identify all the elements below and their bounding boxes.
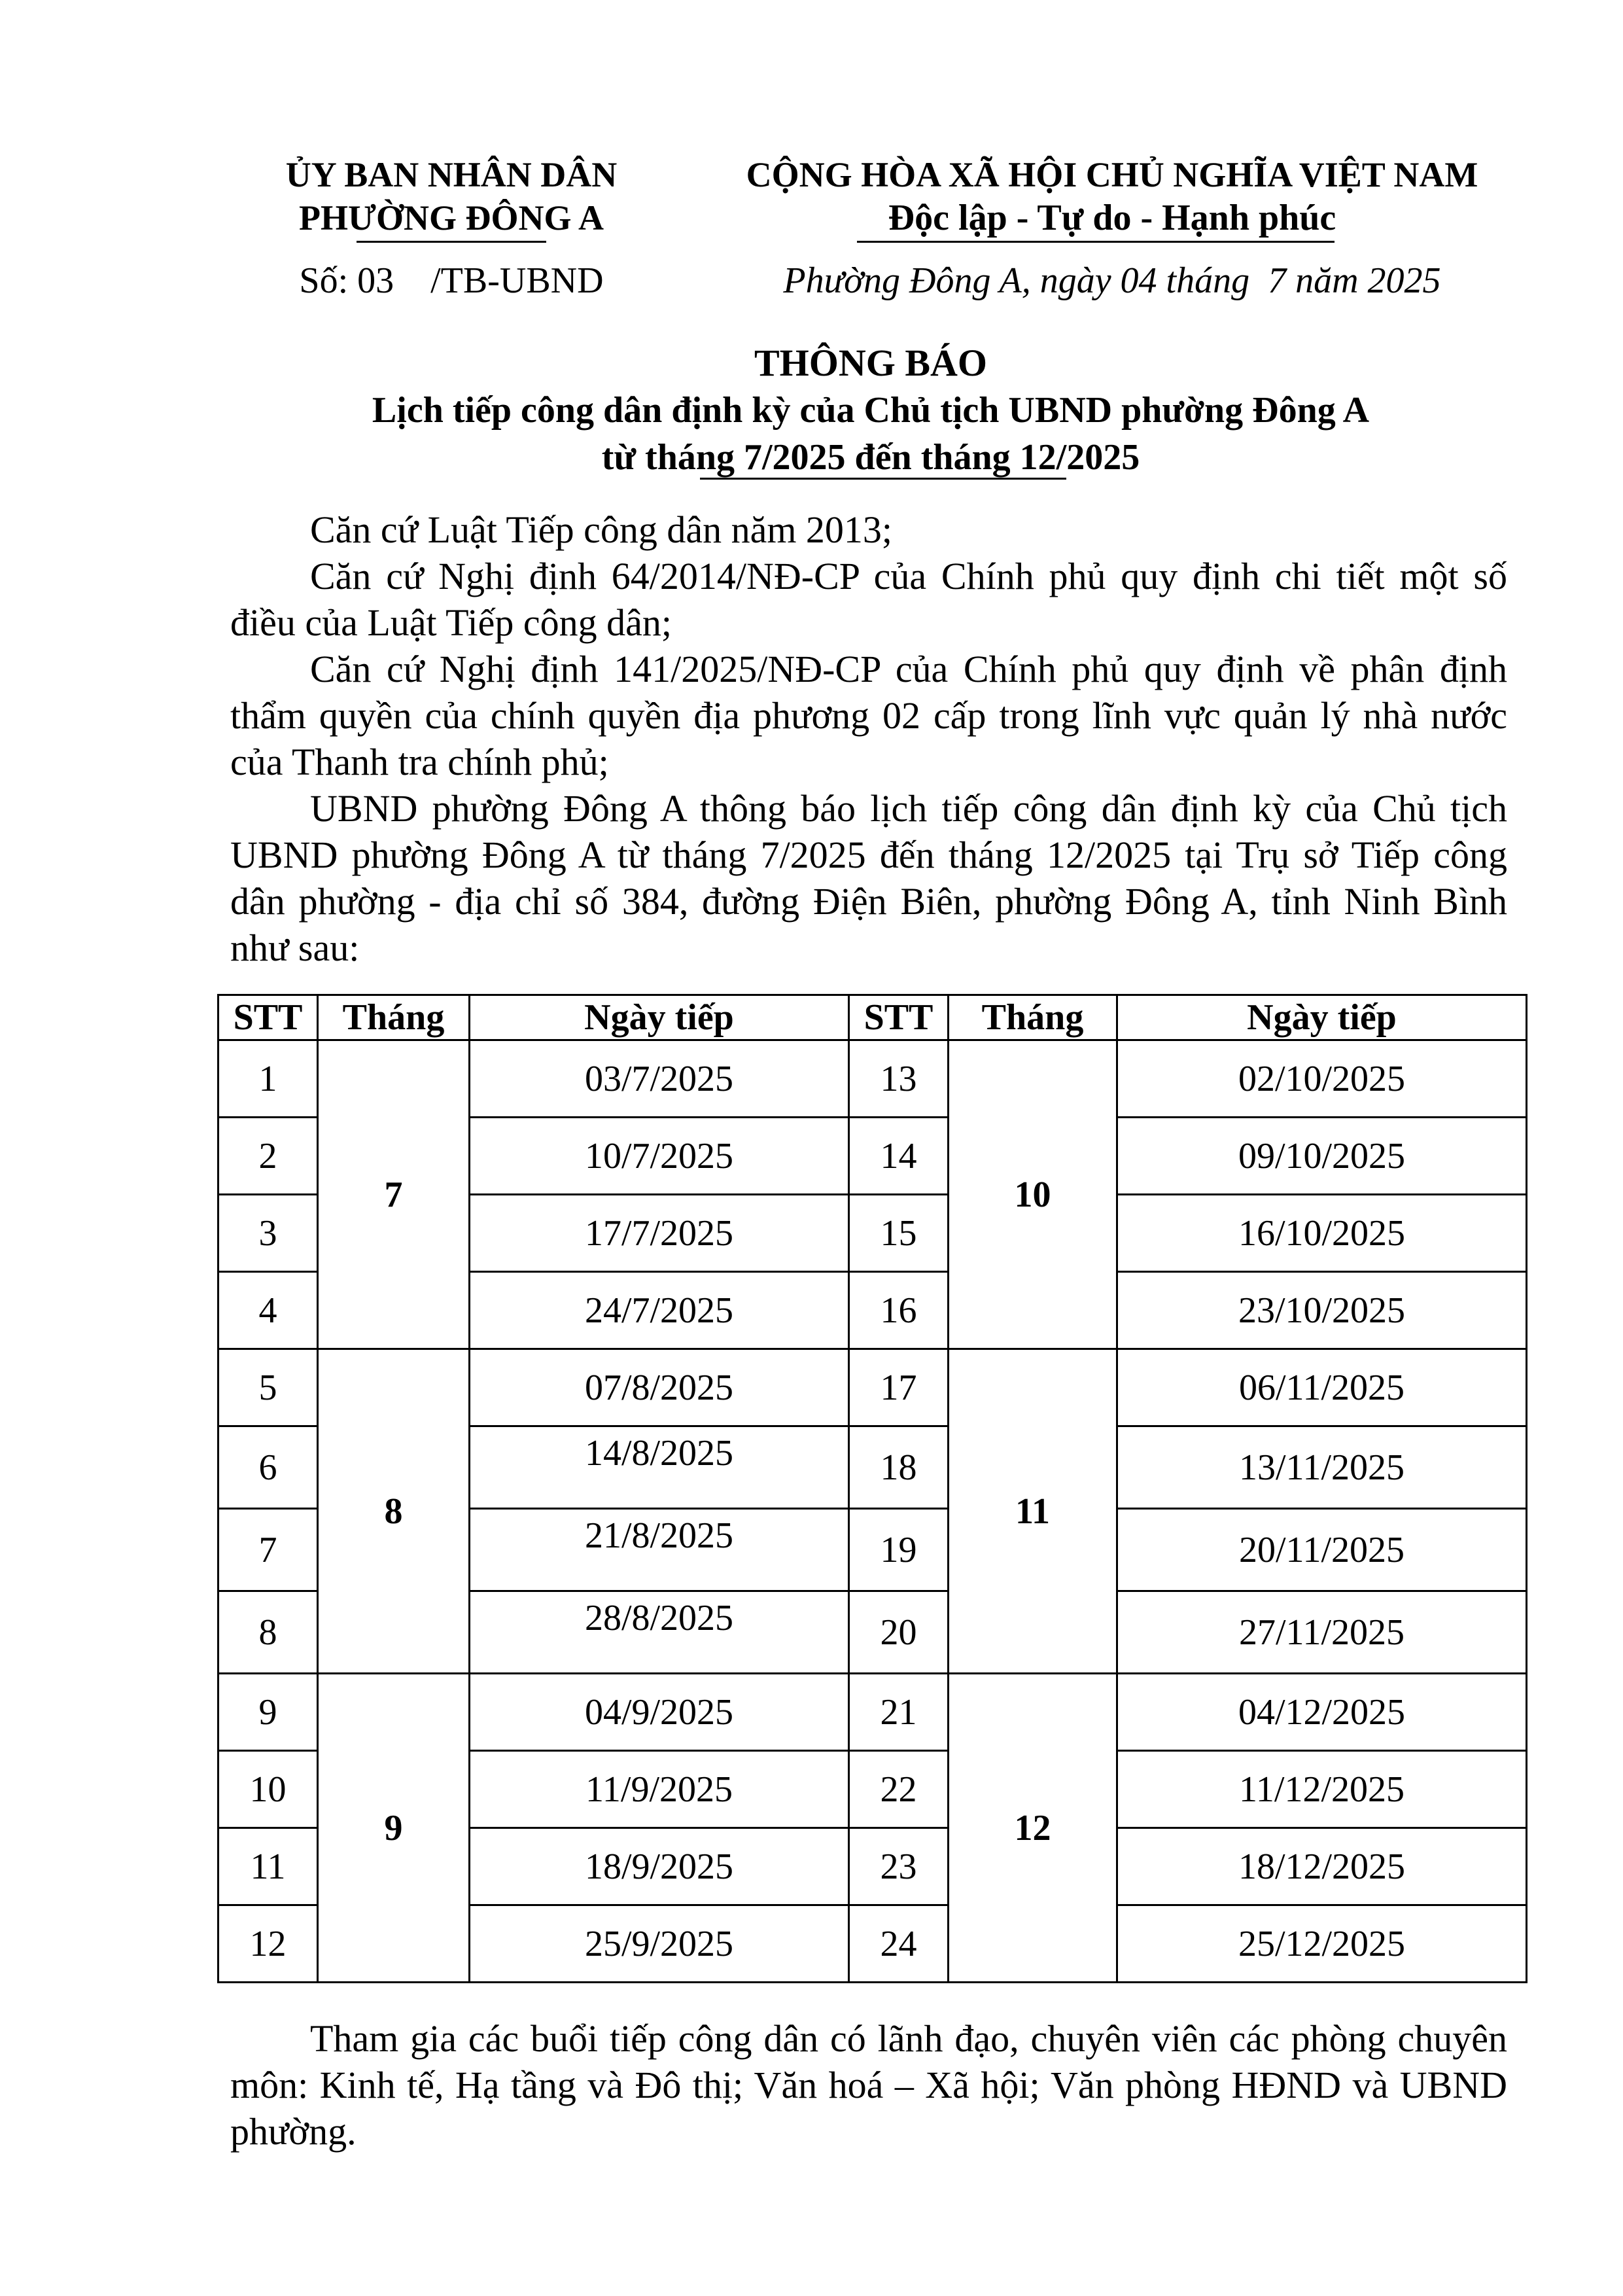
paragraph-announcement: UBND phường Đông A thông báo lịch tiếp công dân định kỳ của Chủ tịch UBND phường Đông A từ tháng 7/2025 đến tháng 12/2025 tại Trụ sở Tiếp công dân phường - địa chỉ số 384, đường Điện Biên, phường Đông A, tỉnh Ninh Bình như sau: [230,787,1507,969]
table-header-row [218,995,1527,1040]
table-row [218,1674,1527,1751]
place-and-date: Phường Đông A, ngày 04 tháng 7 năm 2025 [783,260,1441,301]
org-name-line1: ỦY BAN NHÂN DÂN [285,155,618,194]
date-cell: 09/10/2025 [1117,1118,1527,1195]
paragraph-legal-basis-1: Căn cứ Luật Tiếp công dân năm 2013; [310,508,893,551]
stt-cell: 16 [849,1272,949,1349]
title-underline [700,478,1066,480]
date-cell: 11/12/2025 [1117,1751,1527,1828]
document-subject-line1: Lịch tiếp công dân định kỳ của Chủ tịch UBND phường Đông A [372,390,1370,431]
stt-cell: 5 [218,1349,318,1426]
date-cell: 07/8/2025 [470,1349,849,1426]
date-cell: 13/11/2025 [1117,1426,1527,1509]
stt-cell: 14 [849,1118,949,1195]
stt-cell: 21 [849,1674,949,1751]
date-cell: 10/7/2025 [470,1118,849,1195]
date-cell: 06/11/2025 [1117,1349,1527,1426]
month-cell: 7 [318,1040,470,1349]
header-stt: STT [218,995,318,1040]
national-title: CỘNG HÒA XÃ HỘI CHỦ NGHĨA VIỆT NAM [746,155,1478,194]
stt-cell: 8 [218,1591,318,1674]
date-cell: 18/12/2025 [1117,1828,1527,1905]
stt-cell: 4 [218,1272,318,1349]
stt-cell: 1 [218,1040,318,1118]
closing-section [230,2015,1507,2155]
stt-cell: 15 [849,1195,949,1272]
document-subject-line2: từ tháng 7/2025 đến tháng 12/2025 [601,437,1140,478]
stt-cell: 11 [218,1828,318,1905]
month-cell: 10 [949,1040,1117,1349]
date-cell: 27/11/2025 [1117,1591,1527,1674]
stt-cell: 22 [849,1751,949,1828]
date-cell: 11/9/2025 [470,1751,849,1828]
stt-cell: 18 [849,1426,949,1509]
month-cell: 12 [949,1674,1117,1983]
document-number: Số: 03 /TB-UBND [299,260,604,301]
date-cell: 04/12/2025 [1117,1674,1527,1751]
legal-basis [230,506,1507,971]
date-cell: 23/10/2025 [1117,1272,1527,1349]
reception-schedule-table [217,994,1527,1983]
stt-cell: 19 [849,1509,949,1591]
month-cell: 8 [318,1349,470,1674]
date-cell: 18/9/2025 [470,1828,849,1905]
stt-cell: 3 [218,1195,318,1272]
stt-cell: 7 [218,1509,318,1591]
stt-cell: 12 [218,1905,318,1983]
date-cell: 16/10/2025 [1117,1195,1527,1272]
stt-cell: 24 [849,1905,949,1983]
month-cell: 11 [949,1349,1117,1674]
header-date: Ngày tiếp [1117,995,1527,1040]
header-month: Tháng [949,995,1117,1040]
date-cell: 14/8/2025 [470,1426,849,1509]
stt-cell: 9 [218,1674,318,1751]
date-cell: 25/12/2025 [1117,1905,1527,1983]
org-name-line2: PHƯỜNG ĐÔNG A [299,198,604,238]
date-cell: 25/9/2025 [470,1905,849,1983]
table-row [218,1349,1527,1426]
header-stt: STT [849,995,949,1040]
month-cell: 9 [318,1674,470,1983]
date-cell: 04/9/2025 [470,1674,849,1751]
stt-cell: 6 [218,1426,318,1509]
header-date: Ngày tiếp [470,995,849,1040]
paragraph-legal-basis-2: Căn cứ Nghị định 64/2014/NĐ-CP của Chính phủ quy định chi tiết một số điều của Luật Tiếp công dân; [230,555,1507,644]
header-month: Tháng [318,995,470,1040]
date-cell: 24/7/2025 [470,1272,849,1349]
document-type: THÔNG BÁO [754,342,988,384]
date-cell: 03/7/2025 [470,1040,849,1118]
paragraph-legal-basis-3: Căn cứ Nghị định 141/2025/NĐ-CP của Chính phủ quy định về phân định thẩm quyền của chính quyền địa phương 02 cấp trong lĩnh vực quản lý nhà nước của Thanh tra chính phủ; [230,648,1507,783]
national-motto: Độc lập - Tự do - Hạnh phúc [888,198,1336,238]
stt-cell: 20 [849,1591,949,1674]
date-cell: 17/7/2025 [470,1195,849,1272]
stt-cell: 23 [849,1828,949,1905]
table-row [218,1040,1527,1118]
motto-underline [857,241,1335,243]
date-cell: 20/11/2025 [1117,1509,1527,1591]
stt-cell: 10 [218,1751,318,1828]
stt-cell: 2 [218,1118,318,1195]
date-cell: 02/10/2025 [1117,1040,1527,1118]
date-cell: 21/8/2025 [470,1509,849,1591]
paragraph-participants: Tham gia các buổi tiếp công dân có lãnh đạo, chuyên viên các phòng chuyên môn: Kinh tế, Hạ tầng và Đô thị; Văn hoá – Xã hội; Văn phòng HĐND và UBND phường. [230,2017,1507,2153]
stt-cell: 13 [849,1040,949,1118]
date-cell: 28/8/2025 [470,1591,849,1674]
stt-cell: 17 [849,1349,949,1426]
org-underline [357,241,546,243]
